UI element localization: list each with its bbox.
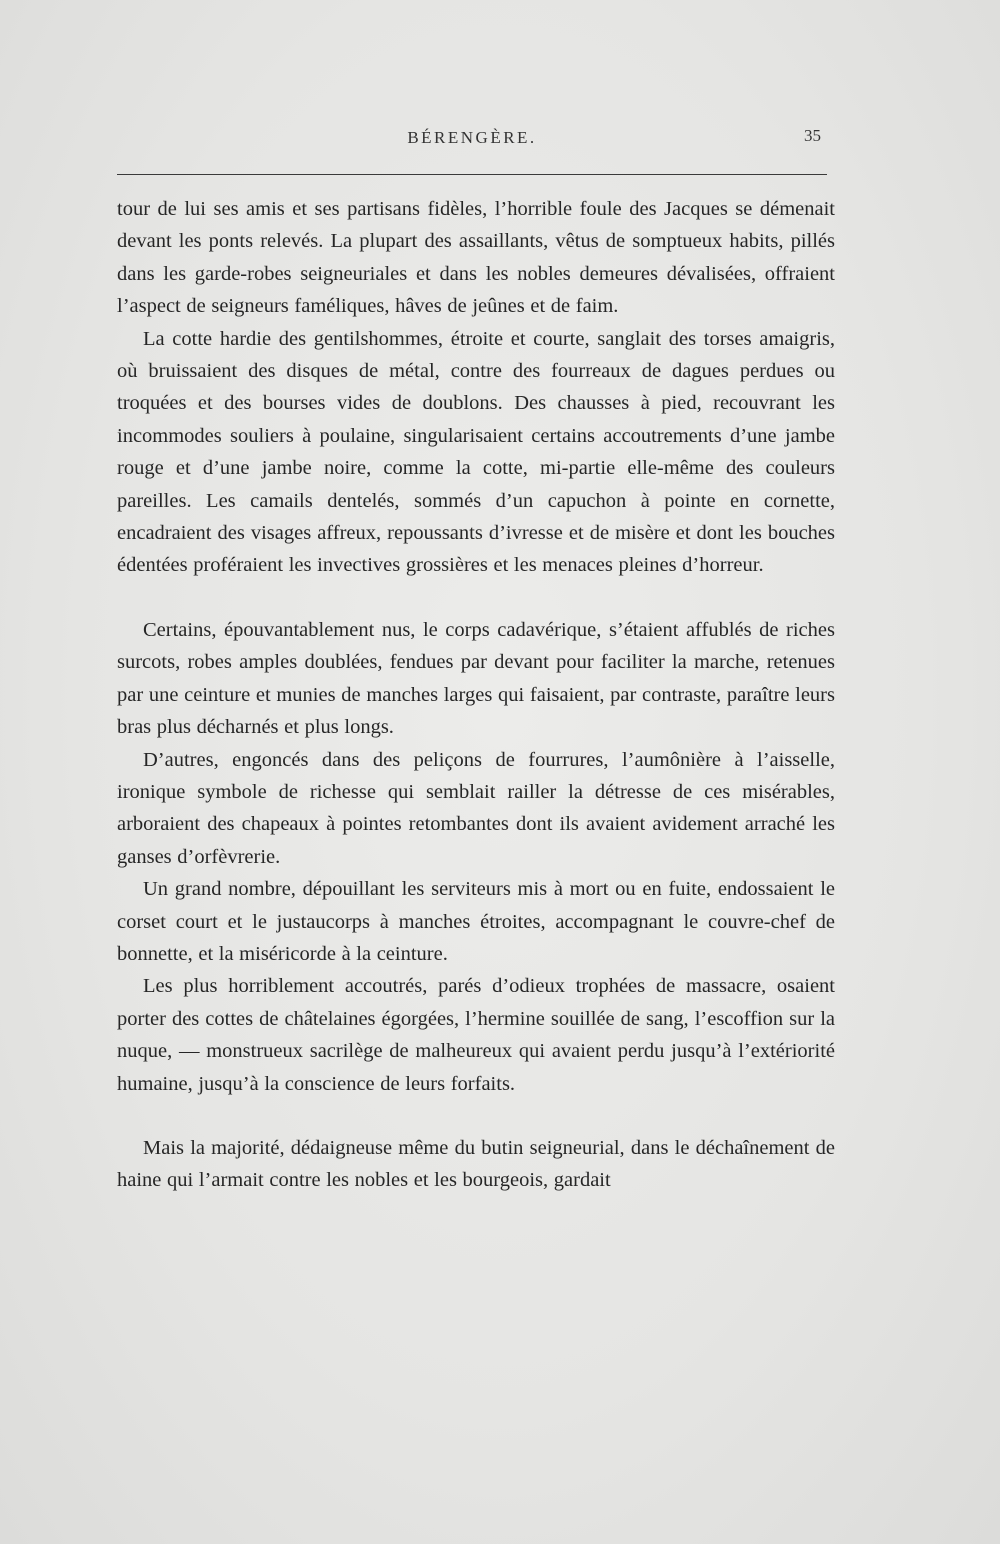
running-title: BÉRENGÈRE.	[407, 128, 537, 147]
page-header	[117, 120, 827, 160]
paragraph-d-autres: D’autres, engoncés dans des peliçons de fourrures, l’aumônière à l’aisselle, ironique symbole de richesse qui semblait railler la détresse de ces misérables, arboraient des chapeaux à pointes retombantes dont ils avaient avidement arraché les ganses d’orfèvrerie.	[117, 748, 835, 868]
paragraph-cotte-hardie: La cotte hardie des gentilshommes, étroite et courte, sanglait des torses amaigris, où bruissaient des disques de métal, contre des fourreaux de dagues perdues ou troquées et des bourses vides de doublons. Des chausses à pied, recouvrant les incommodes souliers à poulaine, singularisaient certains accoutrements d’une jambe rouge et d’une jambe noire, comme la cotte, mi-partie elle-même des couleurs pareilles. Les camails dentelés, sommés d’un capuchon à pointe en cornette, encadraient des visages affreux, repoussants d’ivresse et de misère et dont les bouches édentées proféraient les invectives grossières et les menaces pleines d’horreur.	[117, 327, 835, 577]
body-text	[117, 193, 835, 1197]
header-rule	[117, 174, 827, 175]
page-number: 35	[804, 126, 821, 145]
paragraph-mais-la-majorite: Mais la majorité, dédaigneuse même du butin seigneurial, dans le déchaînement de haine qui l’armait contre les nobles et les bourgeois, gardait	[117, 1136, 835, 1192]
paragraph-un-grand-nombre: Un grand nombre, dépouillant les serviteurs mis à mort ou en fuite, endossaient le corset court et le justaucorps à manches étroites, accompagnant le couvre-chef de bonnette, et la miséricorde à la ceinture.	[117, 878, 835, 965]
paragraph-continuation: tour de lui ses amis et ses partisans fidèles, l’horrible foule des Jacques se démenait devant les ponts relevés. La plupart des assaillants, vêtus de somptueux habits, pillés dans les garde-robes seigneuriales et dans les nobles demeures dévalisées, offraient l’aspect de seigneurs faméliques, hâves de jeûnes et de faim.	[117, 198, 835, 318]
paragraph-certains: Certains, épouvantablement nus, le corps cadavérique, s’étaient affublés de riches surcots, robes amples doublées, fendues par devant pour faciliter la marche, retenues par une ceinture et munies de manches larges qui faisaient, par contraste, paraître leurs bras plus décharnés et plus longs.	[117, 618, 835, 739]
paragraph-les-plus-horriblement: Les plus horriblement accoutrés, parés d’odieux trophées de massacre, osaient porter des cottes de châtelaines égorgées, l’hermine souillée de sang, l’escoffion sur la nuque, — monstrueux sacrilège de malheureux qui avaient perdu jusqu’à l’extériorité humaine, jusqu’à la conscience de leurs forfaits.	[117, 975, 835, 1095]
